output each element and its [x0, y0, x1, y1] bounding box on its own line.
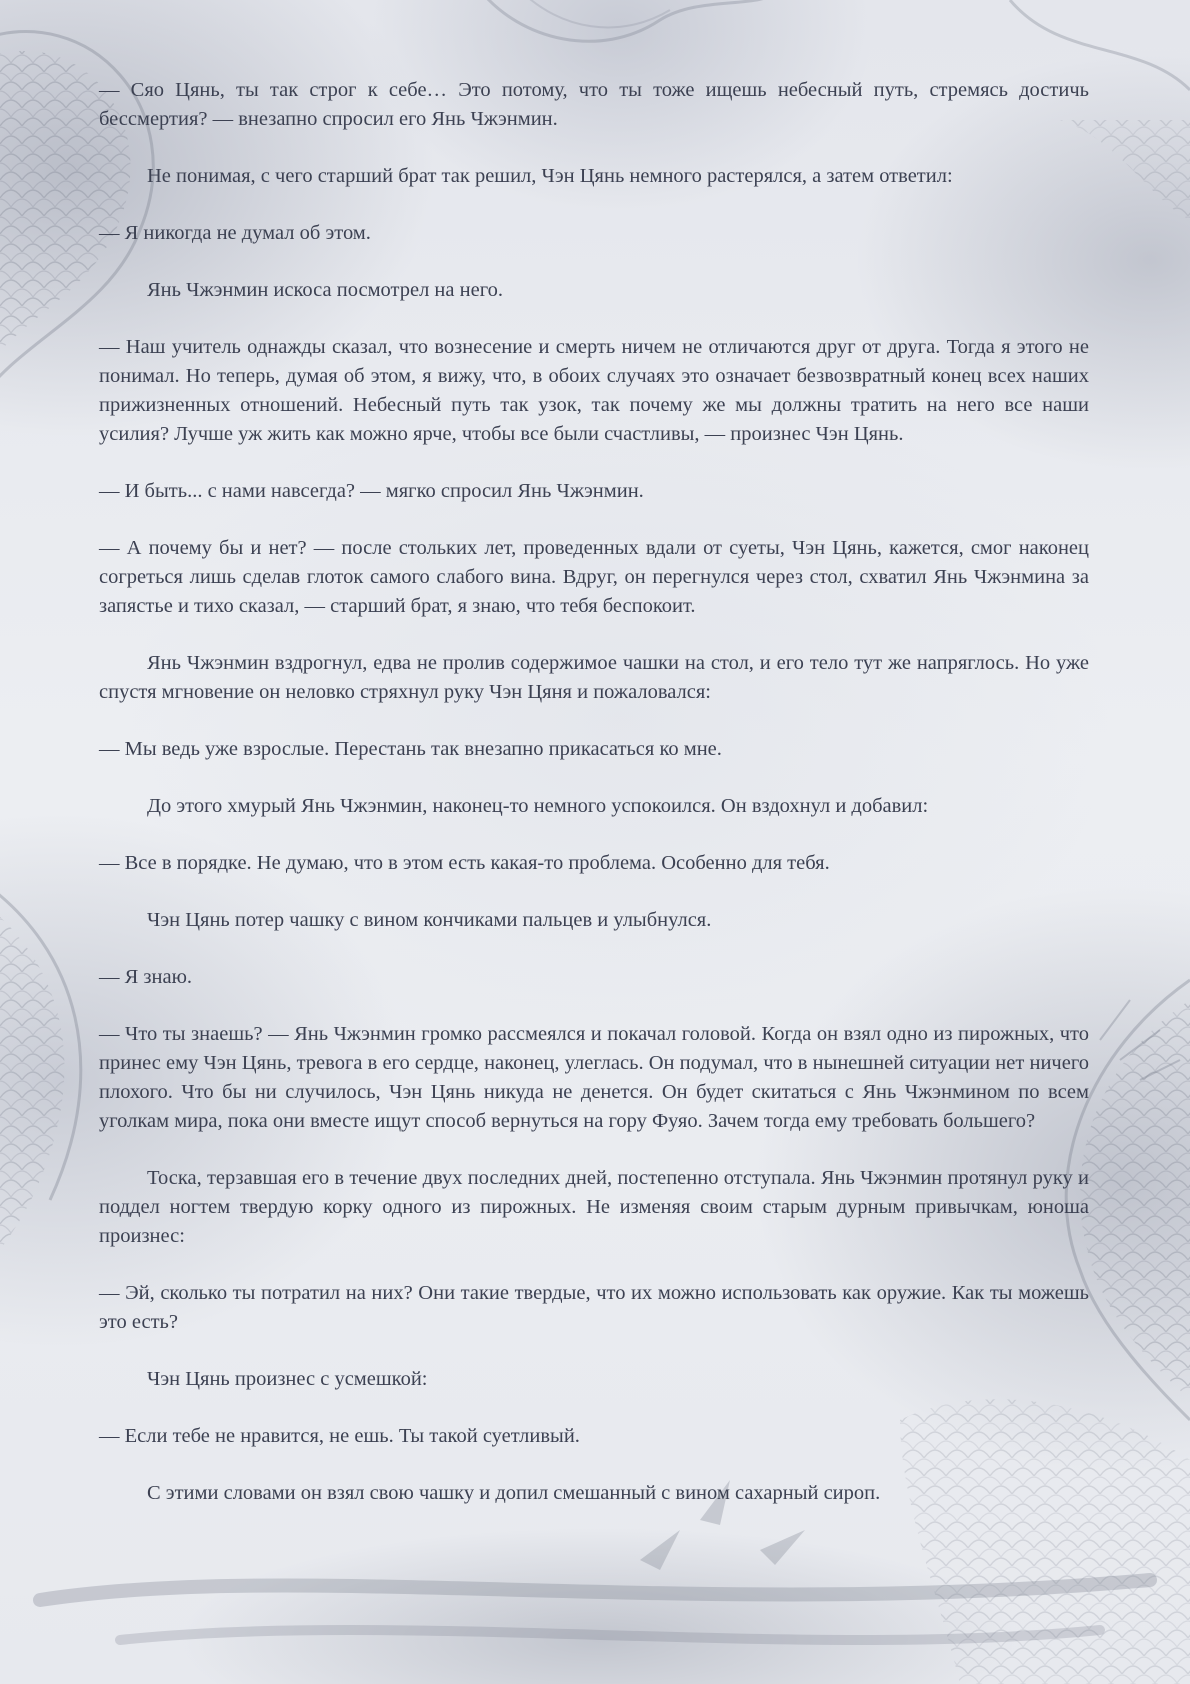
paragraph: — Эй, сколько ты потратил на них? Они такие твердые, что их можно использовать как оружие. Как ты можешь это есть?: [99, 1282, 1089, 1333]
paragraph: — Все в порядке. Не думаю, что в этом есть какая-то проблема. Особенно для тебя.: [99, 852, 830, 874]
paragraph: — Наш учитель однажды сказал, что вознесение и смерть ничем не отличаются друг от друга. Тогда я этого не понимал. Но теперь, думая об этом, я вижу, что, в обоих случаях это означает безвозвратный конец всех наших прижизненных отношений. Небесный путь так узок, так почему же мы должны тратить на него все наши усилия? Лучше уж жить как можно ярче, чтобы все были счастливы, — произнес Чэн Цянь.: [99, 336, 1089, 445]
paragraph: — Что ты знаешь? — Янь Чжэнмин громко рассмеялся и покачал головой. Когда он взял одно из пирожных, что принес ему Чэн Цянь, тревога в его сердце, наконец, улеглась. Он подумал, что в нынешней ситуации нет ничего плохого. Что бы ни случилось, Чэн Цянь никуда не денется. Он будет скитаться с Янь Чжэнмином по всем уголкам мира, пока они вместе ищут способ вернуться на гору Фуяо. Зачем тогда ему требовать большего?: [99, 1023, 1089, 1132]
paragraph: Не понимая, с чего старший брат так решил, Чэн Цянь немного растерялся, а затем ответил:: [147, 165, 953, 187]
paragraph: — Мы ведь уже взрослые. Перестань так внезапно прикасаться ко мне.: [99, 738, 722, 760]
paragraph: Янь Чжэнмин вздрогнул, едва не пролив содержимое чашки на стол, и его тело тут же напряглось. Но уже спустя мгновение он неловко стряхнул руку Чэн Цяня и пожаловался:: [99, 652, 1089, 703]
paragraph: С этими словами он взял свою чашку и допил смешанный с вином сахарный сироп.: [147, 1482, 881, 1504]
paragraph: До этого хмурый Янь Чжэнмин, наконец-то немного успокоился. Он вздохнул и добавил:: [147, 795, 929, 817]
paragraph: — А почему бы и нет? — после стольких лет, проведенных вдали от суеты, Чэн Цянь, кажется, смог наконец согреться лишь сделав глоток самого слабого вина. Вдруг, он перегнулся через стол, схватил Янь Чжэнмина за запястье и тихо сказал, — старший брат, я знаю, что тебя беспокоит.: [99, 537, 1089, 617]
paragraph: — Сяо Цянь, ты так строг к себе… Это потому, что ты тоже ищешь небесный путь, стремясь достичь бессмертия? — внезапно спросил его Янь Чжэнмин.: [99, 79, 1089, 130]
paragraph: Чэн Цянь потер чашку с вином кончиками пальцев и улыбнулся.: [147, 909, 712, 931]
paragraph: Тоска, терзавшая его в течение двух последних дней, постепенно отступала. Янь Чжэнмин протянул руку и поддел ногтем твердую корку одного из пирожных. Не изменяя своим старым дурным привычкам, юноша произнес:: [99, 1167, 1089, 1247]
paragraph: — Я знаю.: [99, 966, 193, 988]
paragraph: — Я никогда не думал об этом.: [99, 222, 371, 244]
paragraph: — И быть... с нами навсегда? — мягко спросил Янь Чжэнмин.: [99, 480, 644, 502]
text-block: [99, 76, 1089, 1536]
paragraph: — Если тебе не нравится, не ешь. Ты такой суетливый.: [99, 1425, 580, 1447]
paragraph: Чэн Цянь произнес с усмешкой:: [147, 1368, 428, 1390]
paragraph: Янь Чжэнмин искоса посмотрел на него.: [147, 279, 503, 301]
